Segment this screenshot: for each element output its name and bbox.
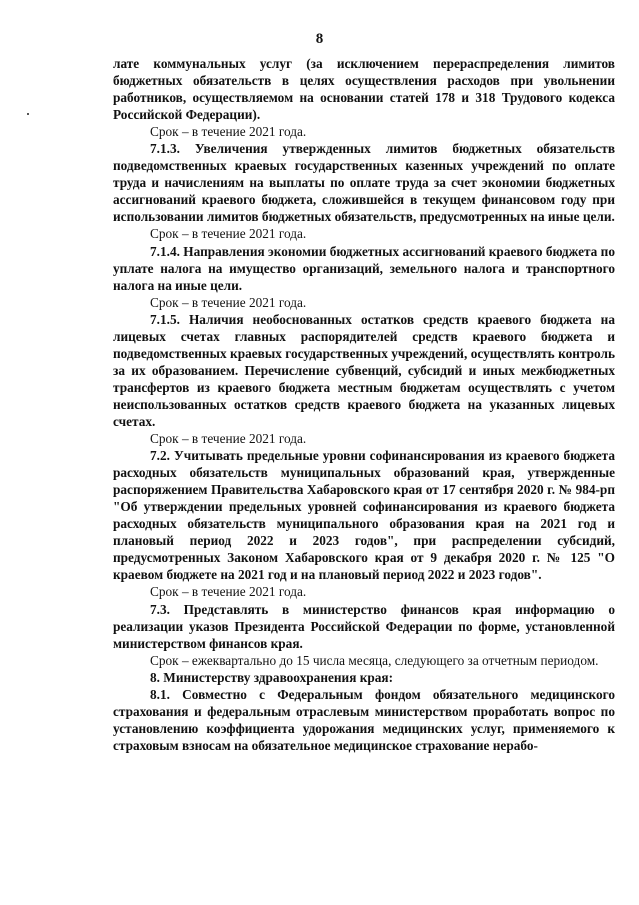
paragraph-continuation: лате коммунальных услуг (за исключением перераспределения лимитов бюджетных обязательств в целях осуществления расходов при увольнении работников, осуществляемом на основании статей 178 и 318 Трудового кодекса Российской Федерации). xyxy=(113,56,615,123)
deadline-line: Срок – в течение 2021 года. xyxy=(150,226,307,242)
deadline-line: Срок – в течение 2021 года. xyxy=(150,584,307,600)
margin-dot xyxy=(27,113,29,115)
document-body xyxy=(113,55,615,754)
paragraph-7-3: 7.3. Представлять в министерство финансов края информацию о реализации указов Президента Российской Федерации по форме, установленной министерством финансов края. xyxy=(113,601,615,651)
paragraph-8-1: 8.1. Совместно с Федеральным фондом обязательного медицинского страхования и федеральным отраслевым министерством проработать вопрос по установлению коэффициента удорожания медицинских услуг, применяемого к страховым взносам на обязательное медицинское страхование нерабо- xyxy=(113,686,615,753)
paragraph-8: 8. Министерству здравоохранения края: xyxy=(150,669,394,685)
paragraph-7-1-4: 7.1.4. Направления экономии бюджетных ассигнований краевого бюджета по уплате налога на имущество организаций, земельного налога и транспортного налога на иные цели. xyxy=(113,243,615,293)
deadline-line: Срок – в течение 2021 года. xyxy=(150,124,307,140)
paragraph-7-2: 7.2. Учитывать предельные уровни софинансирования из краевого бюджета расходных обязательств муниципальных образований края, утвержденные распоряжением Правительства Хабаровского края от 17 сентября 2020 г. № 984-рп "Об утверждении предельных уровней софинансирования из краевого бюджета расходных обязательств муниципального образования края на 2021 год и плановый период 2022 и 2023 годов", при распределении субсидий, предусмотренных Законом Хабаровского края от 9 декабря 2020 г. № 125 "О краевом бюджете на 2021 год и на плановый период 2022 и 2023 годов". xyxy=(113,448,615,583)
paragraph-7-1-3: 7.1.3. Увеличения утвержденных лимитов бюджетных обязательств подведомственных краевых государственных казенных учреждений по оплате труда и начислениям на выплаты по оплате труда за счет экономии бюджетных ассигнований краевого бюджета, сложившейся в текущем финансовом году при использовании лимитов бюджетных обязательств, предусмотренных на иные цели. xyxy=(113,141,615,225)
deadline-line: Срок – ежеквартально до 15 числа месяца, следующего за отчетным периодом. xyxy=(150,652,599,668)
paragraph-7-1-5: 7.1.5. Наличия необоснованных остатков средств краевого бюджета на лицевых счетах главных распорядителей средств краевого бюджета и подведомственных краевых государственных учреждений, осуществлять контроль за их образованием. Перечисление субвенций, субсидий и иных межбюджетных трансфертов из краевого бюджета местным бюджетам осуществлять с учетом неиспользованных остатков средств краевого бюджета на указанных лицевых счетах. xyxy=(113,311,615,429)
deadline-line: Срок – в течение 2021 года. xyxy=(150,294,307,310)
deadline-line: Срок – в течение 2021 года. xyxy=(150,431,307,447)
page-number: 8 xyxy=(315,31,324,47)
